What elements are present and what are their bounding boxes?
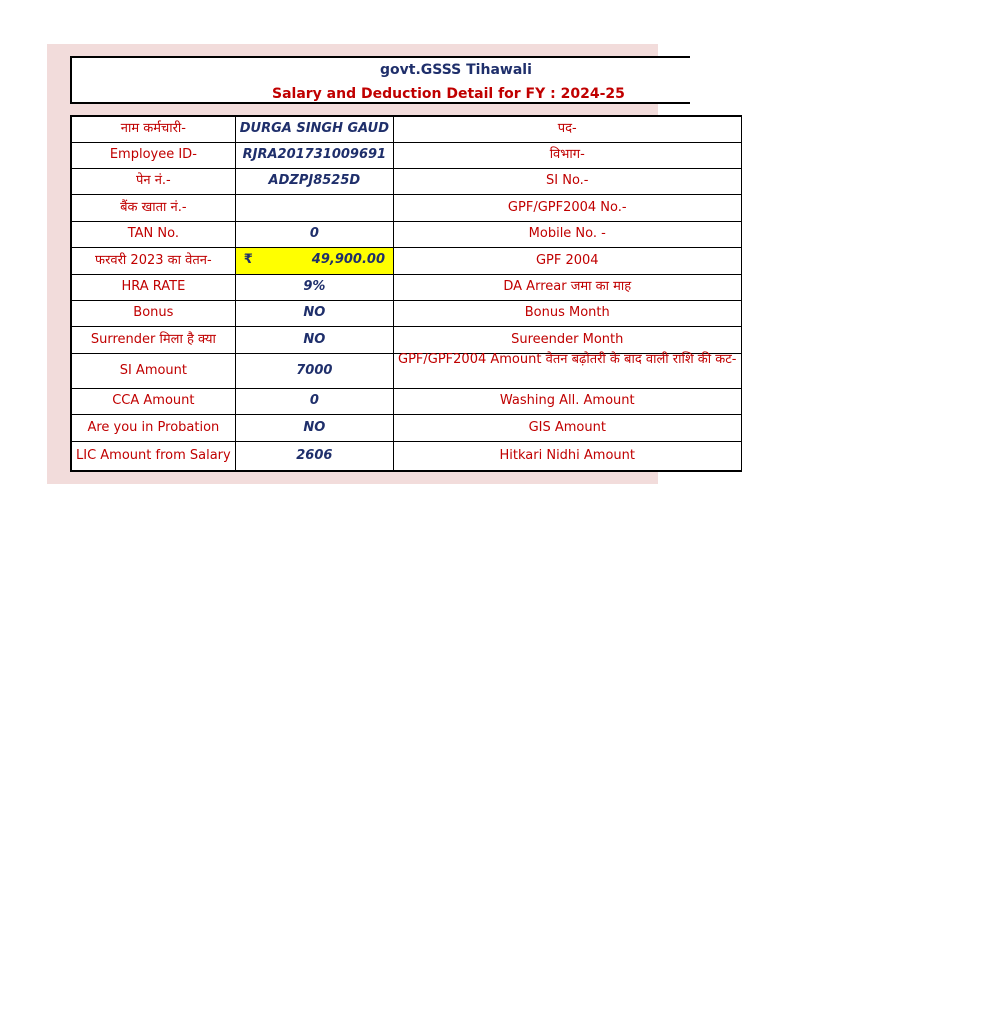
label-cell: SI No.- bbox=[394, 168, 742, 194]
label-cell: फरवरी 2023 का वेतन- bbox=[71, 247, 235, 274]
table-row bbox=[71, 221, 741, 247]
label-cell: CCA Amount bbox=[71, 388, 235, 414]
label-cell: SI Amount bbox=[71, 353, 235, 388]
details-table bbox=[70, 115, 742, 472]
label-cell: Surrender मिला है क्या bbox=[71, 326, 235, 353]
label-cell: GPF 2004 bbox=[394, 247, 742, 274]
value-cell[interactable] bbox=[235, 194, 393, 221]
label-cell: DA Arrear जमा का माह bbox=[394, 274, 742, 300]
label-cell: Employee ID- bbox=[71, 142, 235, 168]
value-cell[interactable]: NO bbox=[235, 326, 393, 353]
label-cell: Washing All. Amount bbox=[394, 388, 742, 414]
value-cell[interactable]: ADZPJ8525D bbox=[235, 168, 393, 194]
table-row bbox=[71, 326, 741, 353]
label-cell: Bonus Month bbox=[394, 300, 742, 326]
label-cell: बैंक खाता नं.- bbox=[71, 194, 235, 221]
value-cell[interactable]: 9% bbox=[235, 274, 393, 300]
table-row bbox=[71, 247, 741, 274]
value-cell[interactable]: 7000 bbox=[235, 353, 393, 388]
table-row bbox=[71, 441, 741, 471]
label-cell: Sureender Month bbox=[394, 326, 742, 353]
label-cell: HRA RATE bbox=[71, 274, 235, 300]
value-cell[interactable]: NO bbox=[235, 414, 393, 441]
label-cell: पेन नं.- bbox=[71, 168, 235, 194]
label-cell: GIS Amount bbox=[394, 414, 742, 441]
sheet-subtitle: Salary and Deduction Detail for FY : 2024-25 bbox=[272, 86, 625, 102]
value-cell[interactable]: RJRA201731009691 bbox=[235, 142, 393, 168]
value-cell[interactable]: DURGA SINGH GAUD bbox=[235, 116, 393, 142]
table-row bbox=[71, 194, 741, 221]
value-cell[interactable]: 2606 bbox=[235, 441, 393, 471]
rupee-symbol: ₹ bbox=[243, 251, 253, 267]
salary-sheet bbox=[47, 44, 737, 484]
label-cell: LIC Amount from Salary bbox=[71, 441, 235, 471]
label-cell: Mobile No. - bbox=[394, 221, 742, 247]
label-cell: पद- bbox=[394, 116, 742, 142]
value-cell[interactable]: NO bbox=[235, 300, 393, 326]
title-box bbox=[70, 56, 690, 104]
label-cell: GPF/GPF2004 No.- bbox=[394, 194, 742, 221]
table-row bbox=[71, 414, 741, 441]
wrapped-label: GPF/GPF2004 Amount वेतन बढ़ोतरी के बाद वाली राशि की कट- bbox=[398, 351, 737, 367]
label-cell: Bonus bbox=[71, 300, 235, 326]
school-name: govt.GSSS Tihawali bbox=[380, 62, 532, 78]
table-row bbox=[71, 300, 741, 326]
table-row bbox=[71, 388, 741, 414]
table-row bbox=[71, 168, 741, 194]
label-cell: TAN No. bbox=[71, 221, 235, 247]
label-cell: Are you in Probation bbox=[71, 414, 235, 441]
salary-value-cell[interactable] bbox=[235, 247, 393, 274]
label-cell: नाम कर्मचारी- bbox=[71, 116, 235, 142]
salary-amount: 49,900.00 bbox=[311, 251, 385, 267]
table-row bbox=[71, 116, 741, 142]
label-cell bbox=[394, 353, 742, 388]
label-cell: Hitkari Nidhi Amount bbox=[394, 441, 742, 471]
table-row bbox=[71, 274, 741, 300]
value-cell[interactable]: 0 bbox=[235, 221, 393, 247]
value-cell[interactable]: 0 bbox=[235, 388, 393, 414]
table-row bbox=[71, 353, 741, 388]
label-cell: विभाग- bbox=[394, 142, 742, 168]
table-row bbox=[71, 142, 741, 168]
